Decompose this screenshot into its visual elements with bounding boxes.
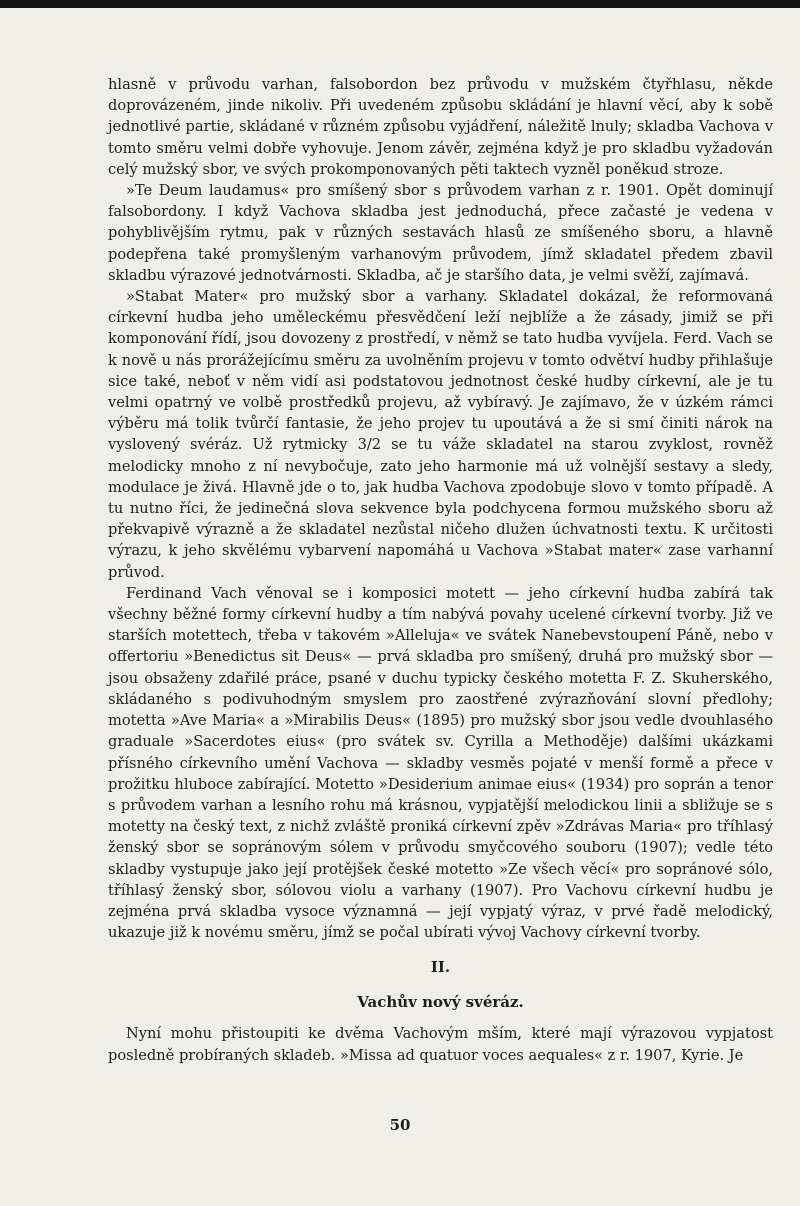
section-title: Vachův nový svéráz. — [357, 993, 524, 1012]
page-number: 50 — [389, 1116, 411, 1134]
paragraph-masses: Nyní mohu přistoupiti ke dvěma Vachovým mším, které mají výrazovou vypjatost posledně probíraných skladeb. »Missa ad quatuor voces aequales« z r. 1907, Kyrie. Je — [108, 1025, 773, 1064]
document-page — [0, 8, 800, 1206]
scan-top-edge — [0, 0, 800, 8]
section-number: II. — [430, 958, 451, 977]
paragraph-motetts: Ferdinand Vach věnoval se i komposici motett — jeho církevní hudba zabírá tak všechny běžné formy církevní hudby a tím nabývá povahy ucelené církevní tvorby. Již ve starších motettech, třeba v takovém »Alleluja« ve svátek Nanebevstoupení Páně, nebo v offertoriu »Benedictus sit Deus« — prvá skladba pro smíšený, druhá pro mužský sbor — jsou obsaženy zdařilé práce, psané v duchu typicky českého motetta F. Z. Skuherského, skládaného s podivuhodným smyslem pro zaostřené zvýrazňování slovní předlohy; motetta »Ave Maria« a »Mirabilis Deus« (1895) pro mužský sbor jsou vedle dvouhlasého graduale »Sacerdotes eius« (pro svátek sv. Cyrilla a Methoděje) dalšími ukázkami přísného církevního umění Vachova — skladby vesměs pojaté v menší formě a přece v prožitku hluboce zabírající. Motetto »Desiderium animae eius« (1934) pro soprán a tenor s průvodem varhan a lesního rohu má krásnou, vypjatější melodickou linii a sbližuje se s motetty na český text, z nichž zvláště proniká církevní zpěv »Zdrávas Maria« pro tříhlasý ženský sbor se sopránovým sólem v průvodu smyčcového souboru (1907); vedle této skladby vystupuje jako její protějšek české motetto »Ze všech věcí« pro sopránové sólo, tříhlasý ženský sbor, sólovou violu a varhany (1907). Pro Vachovu církevní hudbu je zejména prvá skladba vysoce významná — její vypjatý výraz, v prvé řadě melodický, ukazuje již k novému směru, jímž se počal ubírati vývoj Vachovy církevní tvorby. — [108, 584, 773, 942]
body-text — [108, 74, 773, 1066]
paragraph-stabat-mater: »Stabat Mater« pro mužský sbor a varhany. Skladatel dokázal, že reformovaná církevní hudba jeho uměleckému přesvědčení leží nejblíže a že zásady, jimiž se při komponování řídí, jsou dovozeny z prostředí, v němž se tato hudba vyvíjela. Ferd. Vach se k nově u nás prorážejícímu směru za uvolněním projevu v tomto odvětví hudby přihlašuje sice také, neboť v něm vidí asi podstatovou jednotnost české hudby církevní, ale je tu velmi opatrný ve volbě prostředků projevu, až vybíravý. Je zajímavo, že v úzkém rámci výběru má tolik tvůrčí fantasie, že jeho projev tu upoutává a že si smí činiti nárok na vyslovený svéráz. Už rytmicky 3/2 se tu váže skladatel na starou zvyklost, rovněž melodicky mnoho z ní nevybočuje, zato jeho harmonie má už volnější sestavy a sledy, modulace je živá. Hlavně jde o to, jak hudba Vachova zpodobuje slovo v tomto případě. A tu nutno říci, že jedinečná slova sekvence byla podchycena formou mužského sboru až překvapivě výrazně a že skladatel nezůstal ničeho dlužen úchvatnosti textu. K určitosti výrazu, k jeho skvělému vybarvení napomáhá u Vachova »Stabat mater« zase varhanní průvod. — [108, 288, 773, 581]
paragraph-te-deum: »Te Deum laudamus« pro smíšený sbor s průvodem varhan z r. 1901. Opět dominují falsobordony. I když Vachova skladba jest jednoduchá, přece začasté je vedena v pohyblivějším rytmu, pak v různých sestavách hlasů ze smíšeného sboru, a hlavně podepřena také promyšleným varhanovým průvodem, jímž skladatel předem zbavil skladbu výrazové jednotvárnosti. Skladba, ač je staršího data, je velmi svěží, zajímavá. — [108, 182, 773, 284]
paragraph-intro: hlasně v průvodu varhan, falsobordon bez průvodu v mužském čtyřhlasu, někde doprovázeném, jinde nikoliv. Při uvedeném způsobu skládání je hlavní věcí, aby k sobě jednotlivé partie, skládané v různém způsobu vyjádření, náležitě lnuly; skladba Vachova v tomto směru velmi dobře vyhovuje. Jenom závěr, zejména když je pro skladbu vyžadován celý mužský sbor, ve svých prokomponovaných pěti taktech vyzněl poněkud stroze. — [108, 76, 773, 178]
